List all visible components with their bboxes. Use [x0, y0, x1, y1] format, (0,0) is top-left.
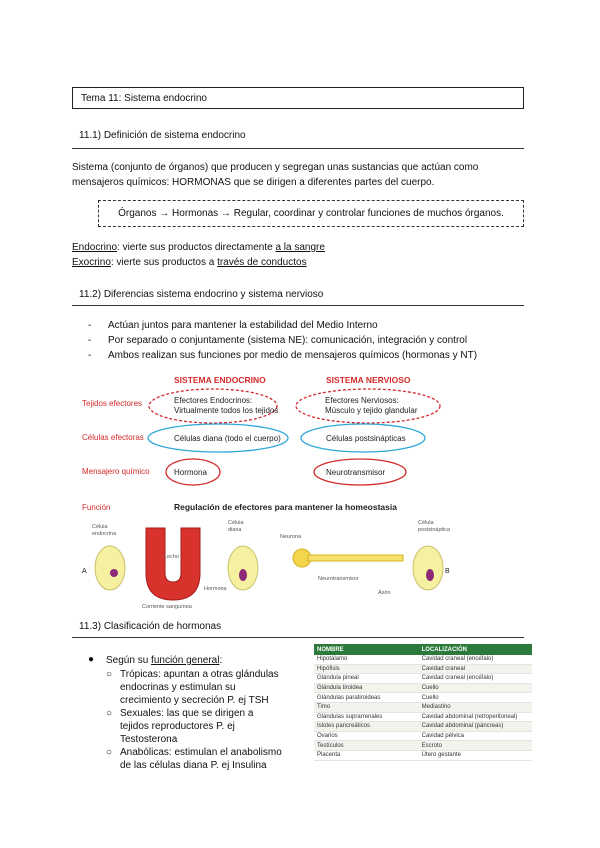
endocrine-effectors-b: Virtualmente todos los tejidos	[174, 406, 279, 415]
list-item: ○ Trópicas: apuntan a otras glándulas endocrinas y estimulan su crecimiento y secreción P. ej TSH	[106, 669, 279, 706]
col-nervous-heading: SISTEMA NERVIOSO	[326, 375, 411, 385]
table-row: Glándula tiroidea Cuello	[314, 683, 532, 693]
postsynaptic-nucleus-icon	[426, 569, 434, 581]
table-header-location: LOCALIZACIÓN	[419, 644, 532, 655]
table-row: Timo Mediastino	[314, 702, 532, 712]
list-item: ○ Sexuales: las que se dirigen a tejidos reproductores P. ej Testosterona	[106, 708, 254, 745]
label-axon: Axón	[378, 590, 391, 596]
label-A: A	[82, 568, 87, 575]
hormone-classification-list	[88, 654, 318, 772]
list-item: - Actúan juntos para mantener la estabilidad del Medio Interno	[88, 320, 378, 331]
neurotransmitter-text: Neurotransmisor	[326, 468, 386, 477]
definition-line-2: mensajeros químicos: HORMONAS que se dirigen a diferentes partes del cuerpo.	[72, 177, 435, 188]
label-postsynaptic-a: Célula	[418, 520, 434, 526]
hormone-text: Hormona	[174, 468, 207, 477]
endocrine-text: : vierte sus productos directamente	[117, 242, 276, 253]
table-row: Glándulas suprarrenales Cavidad abdominal (retroperitoneal)	[314, 712, 532, 722]
function-text: Regulación de efectores para mantener la homeostasia	[174, 502, 397, 512]
table-row: Islotes pancreáticos Cavidad abdominal (páncreas)	[314, 722, 532, 732]
target-cell-icon	[228, 546, 258, 590]
label-B: B	[445, 568, 450, 575]
label-neurona: Neurona	[280, 534, 302, 540]
section-2-divider	[72, 305, 524, 306]
row-cells-label: Células efectoras	[82, 433, 144, 442]
postsynaptic-cell-icon	[413, 546, 443, 590]
section-1-heading: 11.1) Definición de sistema endocrino	[79, 130, 246, 141]
table-row: Hipófisis Cavidad craneal	[314, 664, 532, 674]
list-item: - Ambos realizan sus funciones por medio de mensajeros químicos (hormonas y NT)	[88, 350, 478, 361]
table-header-name: NOMBRE	[314, 644, 419, 655]
label-corriente: Corriente sanguínea	[142, 604, 192, 610]
bullet-icon: ●	[88, 654, 95, 665]
flow-text: Órganos → Hormonas → Regular, coordinar y controlar funciones de muchos órganos.	[118, 208, 504, 219]
endocrine-nucleus-icon	[110, 569, 118, 577]
label-endocrine-cell-a: Célula	[92, 524, 108, 530]
circle-bullet-icon: ○	[106, 747, 113, 758]
exocrine-term: Exocrino	[72, 257, 111, 268]
table-row: Ovarios Cavidad pélvica	[314, 731, 532, 741]
endocrine-effectors-a: Efectores Endocrinos:	[174, 396, 253, 405]
definition-line-1: Sistema (conjunto de órganos) que producen y segregan unas sustancias que actúan como	[72, 162, 479, 173]
endocrine-cell-icon	[95, 546, 125, 590]
circle-bullet-icon: ○	[106, 669, 113, 680]
axon-icon	[308, 555, 403, 561]
title-box	[72, 87, 524, 109]
section-3-divider	[72, 637, 524, 638]
nervous-cells-text: Células postsinápticas	[326, 434, 406, 443]
flow-box	[98, 200, 524, 227]
endocrine-term: Endocrino	[72, 242, 118, 253]
exocrine-definition	[72, 255, 532, 270]
table-row: Hipotálamo Cavidad craneal (encéfalo)	[314, 655, 532, 664]
endocrine-cells-text: Células diana (todo el cuerpo)	[174, 434, 281, 443]
table-row: Testículos Escroto	[314, 741, 532, 751]
table-row: Glándula pineal Cavidad craneal (encéfalo)	[314, 674, 532, 684]
nervous-effectors-a: Efectores Nerviosos:	[325, 396, 399, 405]
table-row: Placenta Útero gestante	[314, 750, 532, 760]
function-label: Función	[82, 503, 111, 512]
label-postsynaptic-b: postsináptica	[418, 527, 450, 533]
label-lecho: Lecho	[164, 554, 179, 560]
list-item: - Por separado o conjuntamente (sistema NE): comunicación, integración y control	[88, 335, 468, 346]
gland-location-table	[314, 644, 532, 759]
label-neurotransmisor: Neurotransmisor	[318, 576, 359, 582]
circle-bullet-icon: ○	[106, 708, 113, 719]
list-item: ○ Anabólicas: estimulan el anabolismo de las células diana P. ej Insulina	[106, 747, 282, 771]
endocrine-underlined: a la sangre	[275, 242, 325, 253]
col-endocrine-heading: SISTEMA ENDOCRINO	[174, 375, 266, 385]
row-effectors-label: Tejidos efectores	[82, 399, 143, 408]
section-3-heading: 11.3) Clasificación de hormonas	[79, 621, 222, 632]
table-row: Glándulas paratiroideas Cuello	[314, 693, 532, 703]
row-messenger-label: Mensajero químico	[82, 467, 150, 476]
section-2-heading: 11.2) Diferencias sistema endocrino y sistema nervioso	[79, 289, 324, 300]
definition-paragraph	[72, 160, 532, 190]
document-title: Tema 11: Sistema endocrino	[81, 93, 207, 104]
endocrine-definition	[72, 240, 532, 255]
exocrine-underlined: través de conductos	[217, 257, 307, 268]
label-target-cell-b: diana	[228, 527, 242, 533]
target-nucleus-icon	[239, 569, 247, 581]
label-endocrine-cell-b: endocrina	[92, 531, 117, 537]
section-1-divider	[72, 148, 524, 149]
classification-intro: ● Según su función general:	[88, 654, 223, 666]
nervous-effectors-b: Músculo y tejido glandular	[325, 406, 418, 415]
label-target-cell-a: Célula	[228, 520, 244, 526]
label-hormona: Hormona	[204, 586, 227, 592]
comparison-figure	[78, 368, 450, 610]
exocrine-text: : vierte sus productos a	[110, 257, 218, 268]
blood-vessel-icon	[146, 528, 200, 600]
gland-types	[72, 240, 532, 270]
section-2-bullets	[88, 318, 477, 363]
